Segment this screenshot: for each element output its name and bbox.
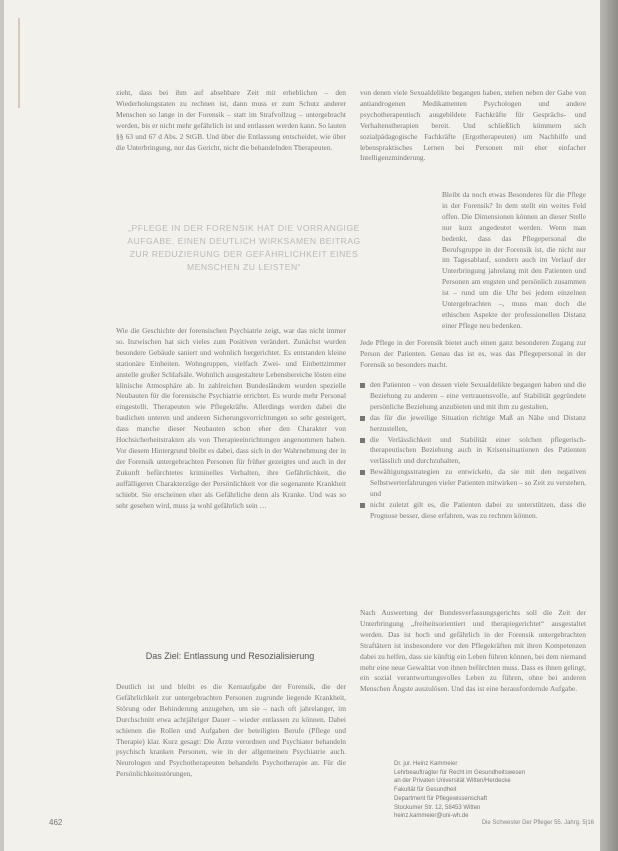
author-line: Dr. jur. Heinz Kammeier <box>394 761 458 767</box>
footer-journal: Die Schwester Der Pfleger 55. Jahrg. 5|16 <box>481 820 594 826</box>
author-line: Stockumer Str. 12, 58453 Witten <box>394 804 481 811</box>
column-right-bottom <box>360 608 586 743</box>
column-left-bottom <box>116 682 346 814</box>
section-heading: Das Ziel: Entlassung und Resozialisierung <box>145 651 315 661</box>
author-line: Lehrbeauftragter für Recht im Gesundheitswesen <box>394 769 526 776</box>
paragraph: von denen viele Sexualdelikte begangen haben, stehen neben der Gabe von antiandrogenen Medikamenten Psychologen und andere psychotherapeutisch ausgebildete Fachkräfte für Gesprächs- und Verhaltenstherapien bereit. Und schließlich kümmern sich sozialpädagogische Fachkräfte (Ergotherapeuten) um Nachhilfe und lebenspraktisches Lernen bei Personen mit eher einfacher Intelligenzminderung. <box>360 88 586 163</box>
bullet-item: das für die jeweilige Situation richtige Maß an Nähe und Distanz herzustellen, <box>360 413 586 435</box>
column-right-middle <box>360 338 586 380</box>
author-line: an der Privaten Universität Witten/Herdecke <box>394 778 511 785</box>
paragraph: Jede Pflege in der Forensik bietet auch einen ganz besonderen Zugang zur Person der Patienten. Genau das ist es, was das Pflegepersonal in der Forensik so besonders macht. <box>360 338 586 369</box>
scan-margin-mark <box>18 18 20 108</box>
bullet-list <box>360 380 586 522</box>
page-number: 462 <box>49 818 63 827</box>
bullet-item: nicht zuletzt gilt es, die Patienten dabei zu unterstützen, dass die Prognose besser, diese erfahren, was zu rechnen können. <box>360 500 586 522</box>
pull-quote: „PFLEGE IN DER FORENSIK HAT DIE VORRANGIGE AUFGABE, EINEN DEUTLICH WIRKSAMEN BEITRAG ZUR REDUZIERUNG DER GEFÄHRLICHKEIT EINES MENSCHEN ZU LEISTEN“ <box>127 223 361 272</box>
bullet-item: die Verlässlichkeit und Stabilität einer solchen pflegerisch-therapeutischen Beziehung auch in Krisensituationen des Patienten verlässlich und durchzuhalten, <box>360 435 586 468</box>
paragraph: Nach Auswertung der Bundesverfassungsgerichts soll die Zeit der Unterbringung „freiheitsorientiert und therapiegerichtet“ ausgestaltet werden. Das ist hoch und gefährlich in der Forensik untergebrachten Straftätern ist insbesondere vor den Pflegekräften mit ihren Kompetenzen dabei zu helfen, dass sie künftig ein Leben führen können, bei dem niemand mehr eine neue Gewalttat von ihnen befürchten muss. Dass es ihnen gelingt, ein sozial verantwortungsvolles Leben zu führen, ohne bei anderen Menschen Ängste auszulösen. Und das ist eine herausfordernde Aufgabe. <box>360 608 586 694</box>
page-edge-shadow <box>600 0 618 851</box>
column-right-narrow <box>442 190 586 337</box>
bullet-list-block <box>360 380 586 570</box>
bullet-item: Bewältigungsstrategien zu entwickeln, da sie mit den negativen Selbstwerterfahrungen vieler Patienten mitwirken – so Zeit zu verstehen, und <box>360 467 586 500</box>
author-line: heinz.kammeier@uni-wh.de <box>394 813 469 820</box>
bullet-item: den Patienten – von dessen viele Sexualdelikte begangen haben und die Beziehung zu anderen – eine vertrauensvolle, auf Stabilität gegründete persönliche Beziehung anzubieten und mit ihm zu gestalten, <box>360 380 586 413</box>
paragraph: zieht, dass bei ihm auf absehbare Zeit mit erheblichen – den Wiederholungstaten zu rechnen ist, dann muss er zum Schutz anderer Menschen so lange in der Forensik – statt im Strafvollzug – untergebracht werden, bis er nicht mehr gefährlich ist und entlassen werden kann. So lauten §§ 63 und 67 d Abs. 2 StGB. Und über die Entlassung entscheidet, wie über die Unterbringung, nur das Gericht, nicht die behandelnden Therapeuten. <box>116 88 346 152</box>
paragraph: Wie die Geschichte der forensischen Psychiatrie zeigt, war das nicht immer so. Inzwischen hat sich vieles zum Positiven verändert. Zunächst wurden besondere Gebäude saniert und wohnlich hergerichtet. Es entstanden kleine stationäre Einheiten. Wohngruppen, vielfach Zwei- und Einbettzimmer anstelle großer Schlafsäle. Wohnlich ausgestaltete Lebensbereiche lösten eine klinische Atmosphäre ab. In zahlreichen Bundesländern wurden spezielle Neubauten für die forensische Psychiatrie errichtet. Es wurde mehr Personal eingestellt. Therapeuten wie Pflegekräfte. Allerdings werden dabei die baulichen unteren und anderen Sicherungsvorrichtungen so sehr gesteigert, dass manche dieser Neubauten schon eher den Charakter von Hochsicherheitstrakten als von Therapieeinrichtungen angenommen haben. Vor diesem Hintergrund bleibt es dabei, dass sich in der Wahrnehmung der in der Forensik untergebrachten Personen für früher gezeigtes und auch in der Zukunft befürchtetes kriminelles Verhalten, ihre Gefährlichkeit, die auffälligeren Charakterzüge der Persönlichkeit vor die sogenannte Krankheit schiebt. Sie erscheinen eher als Gefährliche denn als Kranke. Und was so sehr gesehen wird, muss ja wohl gefährlich sein … <box>116 326 346 510</box>
column-right-top <box>360 88 586 188</box>
paragraph: Deutlich ist und bleibt es die Kernaufgabe der Forensik, die der Gefährlichkeit zur untergebrachten Personen zugrunde liegende Krankheit, Störung oder Behinderung anzugehen, um sie – nach oft jahrelanger, im Durchschnitt etwa achtjähriger Dauer – wieder entlassen zu können. Dabei schienen die Rollen und Aufgaben der beteiligten Berufe (Pflege und Therapie) klar. Kurz gesagt: Die Ärzte verordnen und Psychiater behandeln psychisch kranken Personen, wie in der allgemeinen Psychiatrie auch. Neurologen und Psychotherapeuten behandeln Psychotherapie an. Für die Persönlichkeitsstörungen, <box>116 682 346 779</box>
magazine-page <box>4 0 600 851</box>
column-left-top <box>116 88 346 198</box>
column-left-middle <box>116 326 346 644</box>
paragraph: Bleibt da noch etwas Besonderes für die Pflege in der Forensik? In dem stellt ein weites Feld offen. Die Dimensionen können an dieser Stelle nur kurz angedeutet werden. Wenn man bedenkt, dass das Pflegepersonal die Berufsgruppe in der Forensik ist, die nicht nur im Tagesablauf, sondern auch im Verlauf der Unterbringung jahrelang mit den Patienten und Personen am engsten und persönlich zusammen ist – rund um die Uhr bei jedem einzelnen Untergebrachten –, muss man doch die ethischen Aspekte der professionellen Distanz einer Pflege neu bedenken. <box>442 190 586 330</box>
author-line: Fakultät für Gesundheit <box>394 787 457 794</box>
author-info <box>394 760 574 821</box>
author-line: Department für Pflegewissenschaft <box>394 795 488 802</box>
